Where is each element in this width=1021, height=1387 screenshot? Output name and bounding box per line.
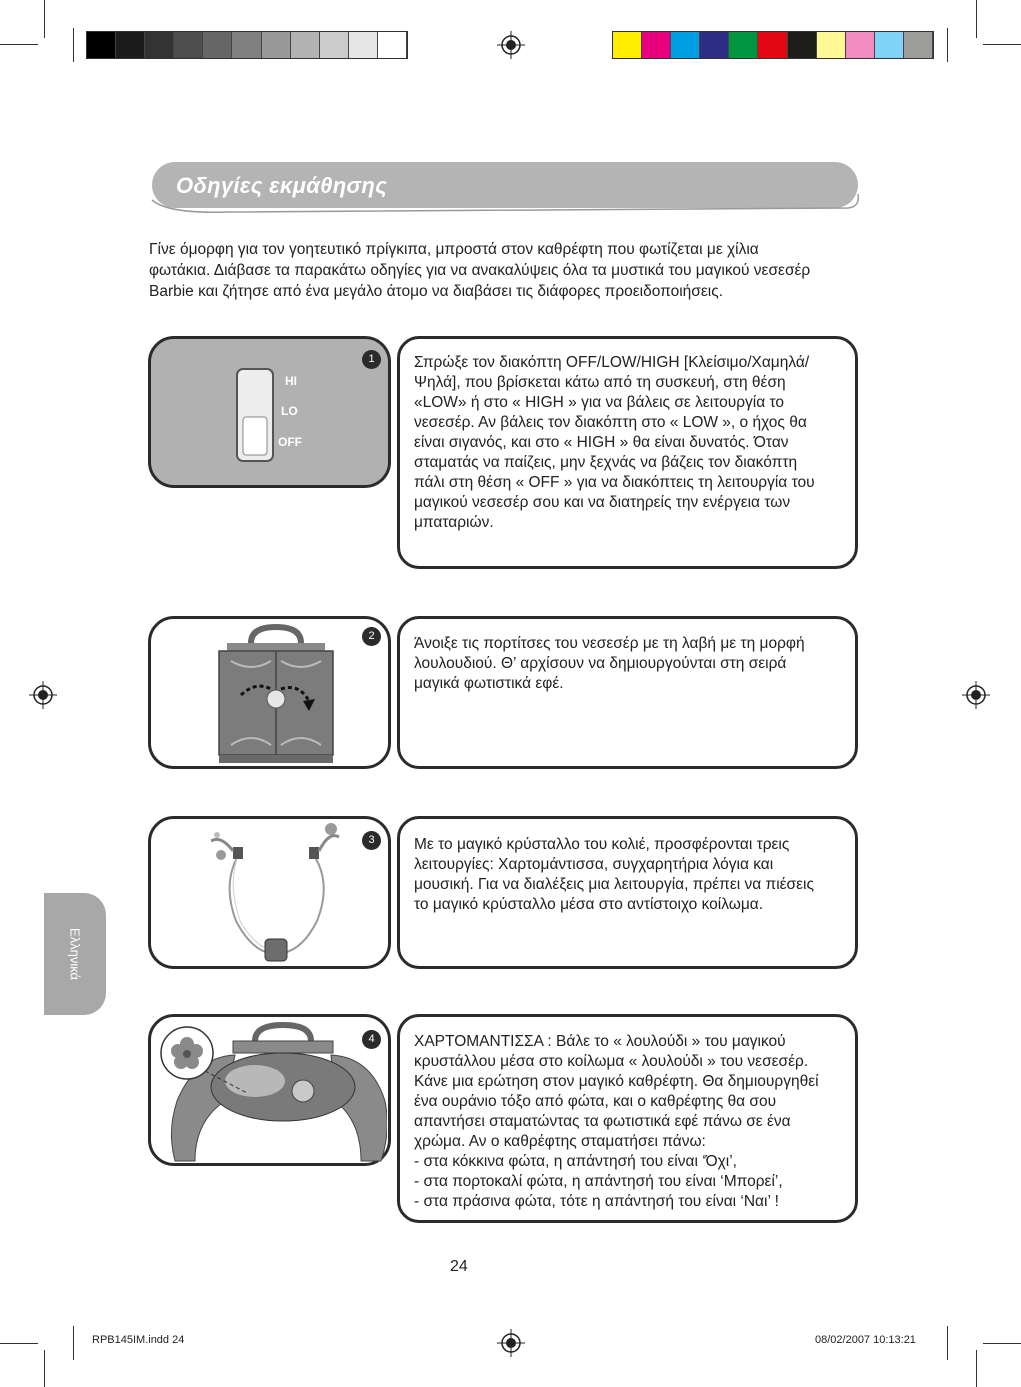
color-swatch [203, 32, 232, 58]
color-swatch [145, 32, 174, 58]
text-line: Με το μαγικό κρύσταλλο του κολιέ, προσφέρονται τρεις [414, 836, 790, 853]
color-swatch [174, 32, 203, 58]
crop-mark [0, 44, 38, 45]
crop-mark [947, 1326, 948, 1360]
color-swatch [758, 32, 787, 58]
crop-mark [976, 0, 977, 38]
text-line: Κάνε μια ερώτηση στον μαγικό καθρέφτη. Θα δημιουργηθεί [414, 1073, 819, 1090]
color-bar [612, 31, 934, 59]
text-line: - στα πράσινα φώτα, τότε η απάντησή του είναι ‘Ναι’ ! [414, 1193, 779, 1210]
text-line: μαγικά φωτιστικά εφέ. [414, 675, 564, 692]
crop-mark [947, 28, 948, 62]
text-line: σταματάς να παίζεις, μην ξεχνάς να βάζεις τον διακόπτη [414, 454, 798, 471]
grayscale-bar [86, 31, 408, 59]
text-line: χρώμα. Αν ο καθρέφτης σταματήσει πάνω: [414, 1133, 706, 1150]
color-swatch [613, 32, 642, 58]
color-swatch [87, 32, 116, 58]
step1-text [397, 336, 858, 569]
text-line: κρυστάλλου μέσα στο κοίλωμα « λουλούδι » του νεσεσέρ. [414, 1053, 809, 1070]
text-line: μπαταριών. [414, 514, 494, 531]
color-swatch [262, 32, 291, 58]
text-line: - στα κόκκινα φώτα, η απάντησή του είναι ‘Όχι’, [414, 1153, 737, 1170]
crop-mark [976, 1350, 977, 1387]
color-swatch [875, 32, 904, 58]
color-swatch [320, 32, 349, 58]
text-line: λουλουδιού. Θ’ αρχίσουν να δημιουργούνται στη σειρά [414, 655, 787, 672]
text-line: το μαγικό κρύσταλλο μέσα στο αντίστοιχο κοίλωμα. [414, 896, 764, 913]
color-swatch [671, 32, 700, 58]
intro-line: Barbie και ζήτησε από ένα μεγάλο άτομο να διαβάσει τις διάφορες προειδοποιήσεις. [149, 283, 723, 300]
color-swatch [349, 32, 378, 58]
color-swatch [846, 32, 875, 58]
step4-image [148, 1014, 391, 1166]
crop-mark [44, 1350, 45, 1387]
footer-timestamp: 08/02/2007 10:13:21 [815, 1334, 916, 1346]
step3-text [397, 816, 858, 969]
intro-paragraph [149, 239, 869, 302]
page-title: Οδηγίες εκμάθησης [176, 173, 388, 198]
crop-mark [0, 1343, 38, 1344]
crop-mark [983, 44, 1021, 45]
color-swatch [291, 32, 320, 58]
color-swatch [904, 32, 933, 58]
step-number-badge: 2 [362, 627, 381, 646]
step4-text [397, 1014, 858, 1223]
step-number-badge: 3 [362, 831, 381, 850]
step-number-badge: 1 [362, 350, 381, 369]
crop-mark [44, 0, 45, 38]
language-tab-label: Ελληνικά [67, 927, 83, 981]
text-line: - στα πορτοκαλί φώτα, η απάντησή του είναι ‘Μπορεί’, [414, 1173, 783, 1190]
crop-mark [983, 1343, 1021, 1344]
step-number-badge: 4 [362, 1030, 381, 1049]
footer-filename: RPB145IM.indd 24 [92, 1334, 185, 1346]
text-line: απαντήσει σταματώντας τα φωτιστικά εφέ πάνω σε ένα [414, 1113, 791, 1130]
color-swatch [642, 32, 671, 58]
color-swatch [700, 32, 729, 58]
text-line: Ψηλά], που βρίσκεται κάτω από τη συσκευή, στη θέση [414, 374, 786, 391]
color-swatch [378, 32, 407, 58]
registration-mark-icon [497, 31, 525, 59]
text-line: Άνοιξε τις πορτίτσες του νεσεσέρ με τη λαβή με τη μορφή [414, 635, 805, 652]
intro-line: Γίνε όμορφη για τον γοητευτικό πρίγκιπα, μπροστά στον καθρέφτη που φωτίζεται με χίλια [149, 241, 759, 258]
text-line: ένα ουράνιο τόξο από φώτα, και ο καθρέφτης θα σου [414, 1093, 777, 1110]
text-line: Σπρώξε τον διακόπτη OFF/LOW/HIGH [Κλείσιμο/Χαμηλά/ [414, 354, 810, 371]
color-swatch [232, 32, 261, 58]
step3-image [148, 816, 391, 969]
text-line: μουσική. Για να διαλέξεις μια λειτουργία, πρέπει να πιέσεις [414, 876, 814, 893]
crop-mark [73, 1326, 74, 1360]
text-line: είναι σιγανός, και στο « HIGH » θα είναι δυνατός. Όταν [414, 434, 789, 451]
step1-image [148, 336, 391, 488]
text-line: ΧΑΡΤΟΜΑΝΤΙΣΣΑ : Βάλε το « λουλούδι » του μαγικού [414, 1033, 786, 1050]
switch-label-lo: LO [281, 404, 298, 418]
text-line: πάλι στη θέση « OFF » για να διακόπτεις τη λειτουργία του [414, 474, 815, 491]
crop-mark [73, 28, 74, 62]
registration-mark-icon [29, 681, 57, 709]
text-line: λειτουργίες: Χαρτομάντισσα, συγχαρητήρια λόγια και [414, 856, 774, 873]
switch-label-off: OFF [278, 435, 302, 449]
page-number: 24 [450, 1258, 468, 1275]
color-swatch [116, 32, 145, 58]
color-swatch [729, 32, 758, 58]
step2-text [397, 616, 858, 769]
power-switch-icon [235, 367, 275, 463]
step2-image [148, 616, 391, 769]
text-line: «LOW» ή στο « HIGH » για να βάλεις σε λειτουργία το [414, 394, 785, 411]
intro-line: φωτάκια. Διάβασε τα παρακάτω οδηγίες για να ανακαλύψεις όλα τα μυστικά του μαγικού νεσεσέρ [149, 262, 811, 279]
vanity-case-closed-illustration [211, 621, 341, 767]
registration-mark-icon [497, 1329, 525, 1357]
registration-mark-icon [962, 681, 990, 709]
text-line: νεσεσέρ. Αν βάλεις τον διακόπτη στο « LOW », ο ήχος θα [414, 414, 807, 431]
color-swatch [788, 32, 817, 58]
switch-label-hi: HI [285, 374, 297, 388]
necklace-illustration [211, 821, 341, 967]
color-swatch [817, 32, 846, 58]
vanity-case-open-illustration [155, 1021, 387, 1165]
text-line: μαγικού νεσεσέρ σου και να διατηρείς την ενέργεια των [414, 494, 791, 511]
